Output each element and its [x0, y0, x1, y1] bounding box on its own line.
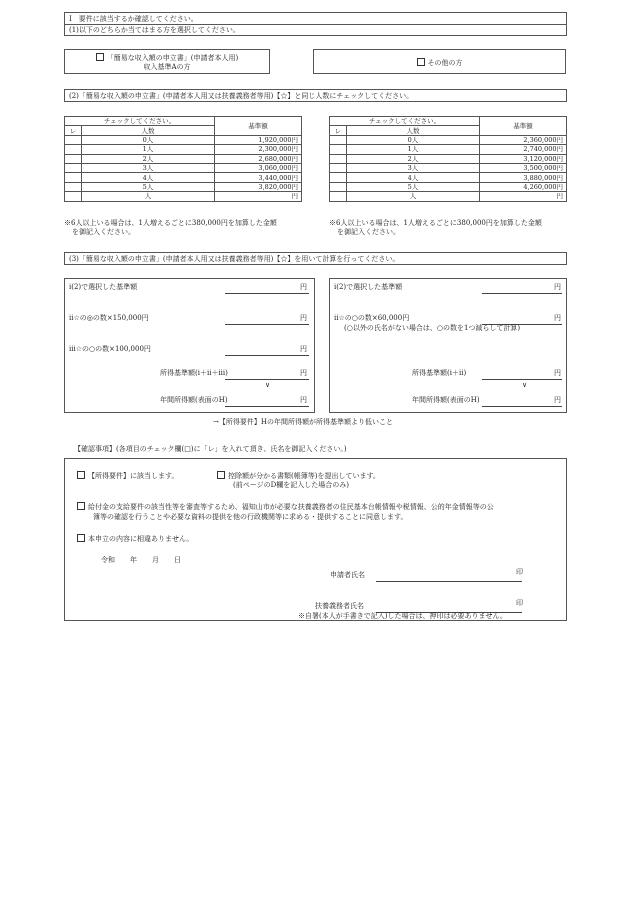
item1-checkbox[interactable] [77, 471, 85, 479]
date-era: 令和 [101, 556, 115, 564]
section3-header-box [64, 252, 567, 265]
option-a-box[interactable] [64, 49, 270, 74]
right-table-note-cont: を御記入ください。 [337, 228, 400, 236]
option-a-sublabel: 収入基準Aの方 [143, 63, 191, 71]
table-row[interactable]: 4人 3,880,000円 [330, 173, 567, 182]
section2-header-box [64, 89, 567, 102]
row-checkbox[interactable] [65, 192, 82, 201]
item3-label-cont: 簿等の確認を行うことや必要な資料の提供を他の行政機関等に求める・提供することに同意します。 [93, 513, 408, 521]
table-row[interactable]: 2人 3,120,000円 [330, 154, 567, 163]
row-checkbox[interactable] [65, 182, 82, 191]
calc-total-field[interactable] [482, 369, 562, 380]
amount-col-header: 基準額 [480, 117, 567, 136]
right-standard-table [329, 116, 567, 202]
inequality-symbol: ∨ [265, 381, 271, 389]
calc-row2-label: ii☆の○の数×60,000円 [334, 314, 410, 322]
left-table-note: ※6人以上いる場合は、1人増えるごとに380,000円を加算した金額 [64, 219, 277, 227]
table-row[interactable]: 2人 2,680,000円 [65, 154, 302, 163]
table-row[interactable]: 0人 2,360,000円 [330, 135, 567, 144]
people-col-header: 人数 [347, 126, 480, 135]
item3-checkbox[interactable] [77, 502, 85, 510]
row-checkbox[interactable] [65, 135, 82, 144]
row-checkbox[interactable] [65, 145, 82, 154]
item4-checkbox[interactable] [77, 534, 85, 542]
row-checkbox[interactable] [330, 135, 347, 144]
calc-annual-label: 年間所得額(表面のH) [412, 396, 480, 404]
row-checkbox[interactable] [65, 163, 82, 172]
calc-total-label: 所得基準額(i＋ii＋iii) [160, 369, 228, 377]
calc-row2-field[interactable] [225, 314, 309, 325]
calc-annual-field[interactable] [225, 396, 309, 407]
option-b-checkbox[interactable] [417, 58, 425, 66]
table-row[interactable]: 0人 1,920,000円 [65, 135, 302, 144]
row-checkbox[interactable] [330, 192, 347, 201]
check-instruction: チェックしてください。 [65, 117, 215, 126]
row-checkbox[interactable] [330, 163, 347, 172]
section2-title: (2)「簡易な収入額の申立書」(申請者本人用又は扶養義務者等用)【☆】と同じ人数にチェックしてください。 [69, 92, 414, 100]
confirm-box [64, 458, 567, 621]
left-table-note-cont: を御記入ください。 [72, 228, 135, 236]
calc-row1-field[interactable] [482, 283, 562, 294]
guardian-name-label: 扶養義務者氏名 [315, 602, 364, 610]
option-a-label: 「簡易な収入額の申立書」(申請者本人用) [106, 54, 239, 62]
check-col-header: レ [65, 126, 82, 135]
item3-label: 給付金の支給要件の該当性等を審査等するため、福知山市が必要な扶養義務者の住民基本台帳情報や税情報、公的年金情報等の公 [88, 503, 494, 511]
item2-checkbox[interactable] [217, 471, 225, 479]
calc-total-label: 所得基準額(i＋ii) [412, 369, 467, 377]
row-checkbox[interactable] [65, 173, 82, 182]
confirm-title: 【確認事項】(各項目のチェック欄(□)に「レ」を入れて頂き、氏名を御記入ください。) [74, 445, 347, 453]
right-table-note: ※6人以上いる場合は、1人増えるごとに380,000円を加算した金額 [329, 219, 542, 227]
section1-title: I 要件に該当するか確認してください。 [69, 15, 198, 23]
table-row[interactable]: 3人 3,060,000円 [65, 163, 302, 172]
left-calc-box: i(2)で選択した基準額 円 ii☆の◎の数×150,000円 円 iii☆の○の数×100,000円 円 所得基準額(i＋ii＋iii) 円 ∨ 年間所得額(表面のH) 円 [64, 278, 315, 413]
table-row[interactable]: 人 円 [330, 192, 567, 201]
date-year: 年 [130, 556, 137, 564]
table-row[interactable]: 4人 3,440,000円 [65, 173, 302, 182]
section1-instruction: (1)以下のどちらか当てはまる方を選択してください。 [69, 26, 240, 34]
date-month: 月 [152, 556, 159, 564]
item2-note: (前ページのD欄を記入した場合のみ) [233, 481, 349, 489]
date-day: 日 [174, 556, 181, 564]
income-requirement-note: →【所得要件】Hの年間所得額が所得基準額より低いこと [213, 418, 393, 426]
calc-row3-field[interactable] [225, 345, 309, 356]
row-checkbox[interactable] [65, 154, 82, 163]
row-checkbox[interactable] [330, 154, 347, 163]
check-col-header: レ [330, 126, 347, 135]
calc-row2-label: ii☆の◎の数×150,000円 [69, 314, 149, 322]
applicant-seal: 印 [516, 568, 523, 576]
table-row[interactable]: 人 円 [65, 192, 302, 201]
option-a-checkbox[interactable] [96, 53, 104, 61]
amount-col-header: 基準額 [215, 117, 302, 136]
section3-title: (3)「簡易な収入額の申立書」(申請者本人用又は扶養義務者等用)【☆】を用いて計算を行ってください。 [69, 255, 400, 263]
section1-header-box [64, 12, 567, 36]
table-row[interactable]: 1人 2,740,000円 [330, 145, 567, 154]
left-standard-table [64, 116, 302, 202]
row-checkbox[interactable] [330, 145, 347, 154]
check-instruction: チェックしてください。 [330, 117, 480, 126]
calc-row1-label: i(2)で選択した基準額 [334, 283, 403, 291]
inequality-symbol: ∨ [522, 381, 528, 389]
calc-total-field[interactable] [225, 369, 309, 380]
calc-row2-note: (○以外の氏名がない場合は、○の数を1つ減らして計算) [344, 324, 521, 332]
row-checkbox[interactable] [330, 182, 347, 191]
calc-row1-label: i(2)で選択した基準額 [69, 283, 138, 291]
applicant-name-label: 申請者氏名 [330, 571, 365, 579]
table-row[interactable]: 5人 3,820,000円 [65, 182, 302, 191]
item1-label: 【所得要件】に該当します。 [88, 472, 179, 480]
date-line[interactable] [101, 556, 181, 564]
calc-row1-field[interactable] [225, 283, 309, 294]
item4-label: 本申立の内容に相違ありません。 [88, 535, 194, 543]
calc-annual-label: 年間所得額(表面のH) [160, 396, 228, 404]
row-checkbox[interactable] [330, 173, 347, 182]
calc-row3-label: iii☆の○の数×100,000円 [69, 345, 151, 353]
right-calc-box: i(2)で選択した基準額 円 ii☆の○の数×60,000円 円 (○以外の氏名がない場合は、○の数を1つ減らして計算) 所得基準額(i＋ii) 円 ∨ 年間所得額(表面のH) 円 [329, 278, 567, 413]
guardian-seal: 印 [516, 599, 523, 607]
calc-annual-field[interactable] [482, 396, 562, 407]
table-row[interactable]: 5人 4,260,000円 [330, 182, 567, 191]
applicant-name-field[interactable] [376, 571, 522, 582]
people-col-header: 人数 [82, 126, 215, 135]
option-b-label: その他の方 [427, 59, 463, 67]
table-row[interactable]: 3人 3,500,000円 [330, 163, 567, 172]
section1-divider [65, 24, 566, 25]
signature-note: ※自署(本人が手書きで記入)した場合は、押印は必要ありません。 [298, 612, 507, 620]
table-row[interactable]: 1人 2,300,000円 [65, 145, 302, 154]
item2-label: 控除額が分かる書類(帳簿等)を提出しています。 [228, 472, 380, 480]
option-b-box[interactable] [313, 49, 566, 74]
